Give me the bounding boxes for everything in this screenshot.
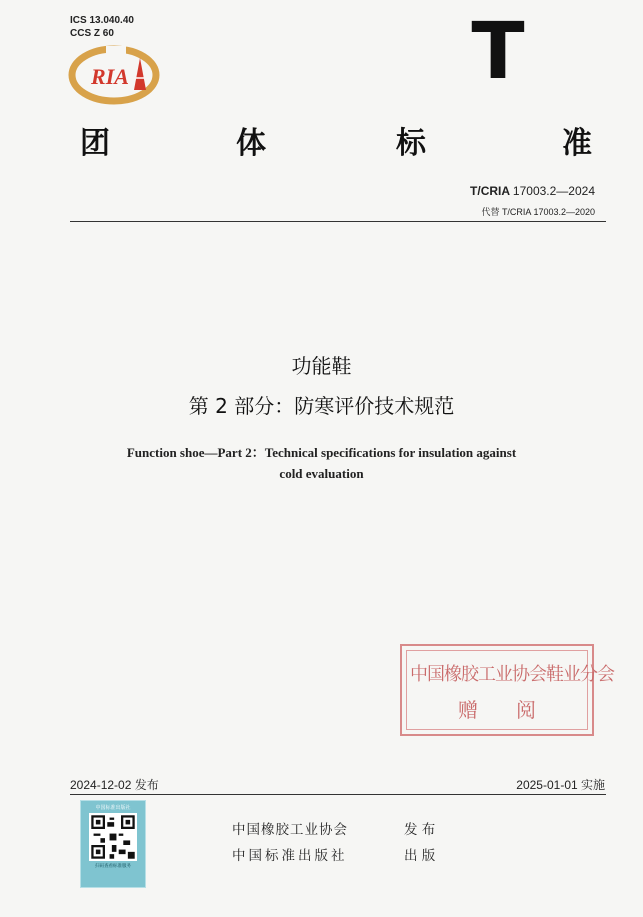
stamp-complimentary: [458, 694, 574, 723]
publish-date: 2024-12-02 发布: [70, 778, 159, 792]
standard-letter-mark: [468, 18, 528, 82]
qr-sticker-note: 扫码查看标准服务: [95, 863, 131, 868]
publisher-role: 发 布: [404, 822, 436, 838]
qr-code-icon: [89, 813, 137, 861]
classification-codes: [70, 14, 134, 40]
standard-type-char-1: 团: [80, 126, 110, 161]
stamp-organization: 中国橡胶工业协会鞋业分会: [410, 664, 614, 685]
english-title-line-2: cold evaluation: [279, 466, 364, 481]
ics-code: ICS 13.040.40: [70, 15, 134, 26]
cria-logo: [66, 44, 166, 106]
stamp-char-2: 阅: [516, 698, 536, 722]
standard-type-char-4: 准: [562, 126, 592, 161]
standard-number: [470, 184, 595, 198]
press-organization: 中国标准出版社: [232, 848, 348, 864]
implement-date: 2025-01-01 实施: [516, 778, 605, 792]
standard-type-char-3: 标: [396, 126, 426, 161]
ccs-code: CCS Z 60: [70, 28, 114, 39]
standard-letter: T: [471, 18, 525, 82]
publisher-organization: 中国橡胶工业协会: [232, 822, 348, 838]
english-title-line-1: Function shoe—Part 2：Technical specifications for insulation against: [126, 445, 517, 460]
standard-number-value: 17003.2—2024: [512, 184, 595, 198]
top-divider: [70, 221, 606, 222]
logo-text: RIA: [91, 64, 129, 89]
stamp-char-1: 赠: [458, 698, 478, 722]
bottom-divider: [70, 794, 606, 795]
standard-type-char-2: 体: [236, 126, 266, 161]
replaces-standard: 代替 T/CRIA 17003.2—2020: [481, 207, 595, 217]
press-role: 出 版: [404, 848, 436, 864]
standard-number-prefix: T/CRIA: [470, 184, 513, 198]
chinese-title-line-1: 功能鞋: [291, 354, 352, 378]
qr-sticker: [80, 800, 146, 888]
chinese-title-line-2: 第 2 部分：防寒评价技术规范: [188, 394, 455, 418]
complimentary-stamp: [400, 644, 614, 736]
qr-sticker-label: 中国标准出版社: [95, 805, 131, 811]
